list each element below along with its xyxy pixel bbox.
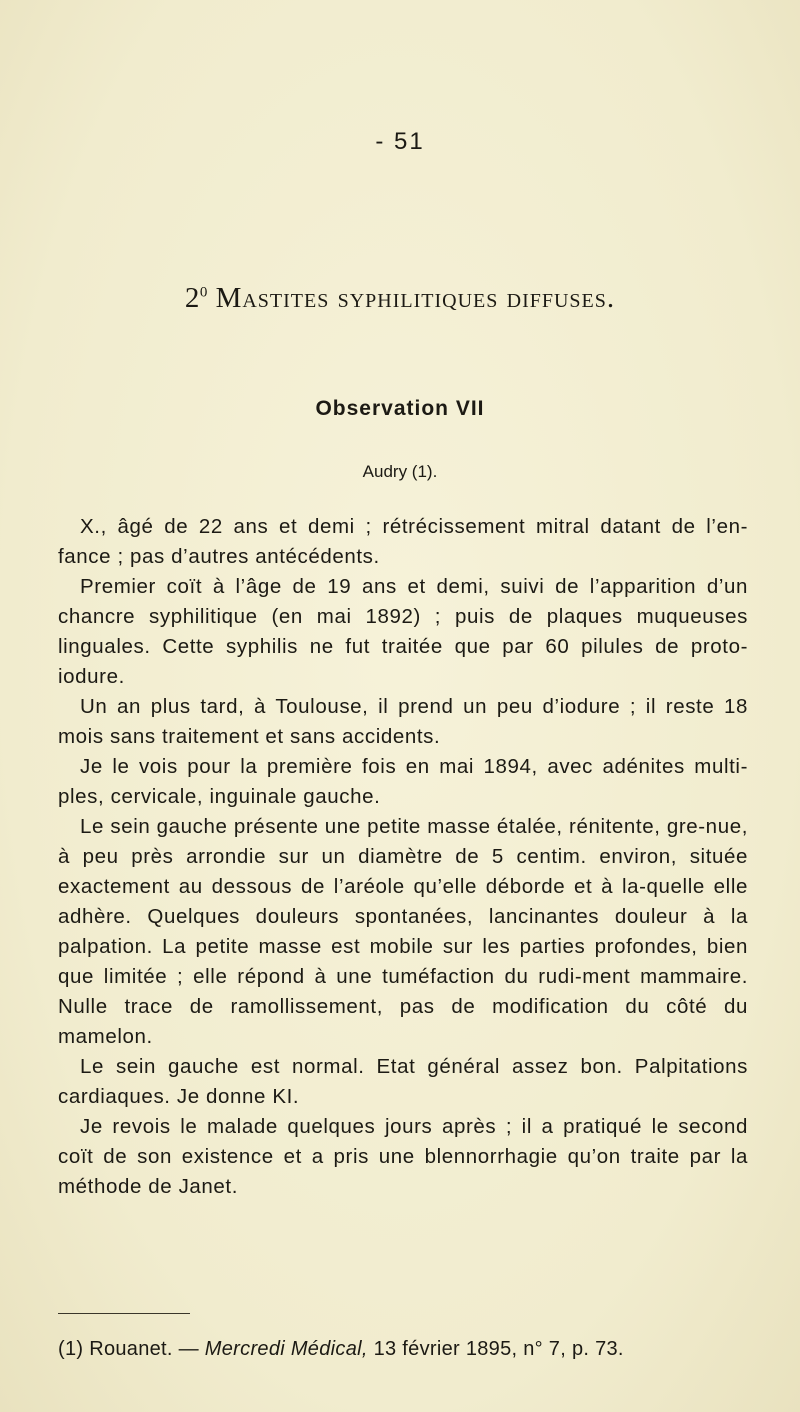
observation-body	[58, 512, 748, 1202]
observation-title: Observation VII	[315, 397, 485, 420]
page-number: - 51	[375, 128, 425, 155]
paragraph: Premier coït à l’âge de 19 ans et demi, suivi de l’apparition d’un chancre syphilitique (en mai 1892) ; puis de plaques muqueuses linguales. Cette syphilis ne fut traitée que par 60 pilules de proto-iodure.	[58, 575, 748, 688]
footnote-marker: (1)	[58, 1338, 84, 1360]
section-number: $2^0$	[184, 282, 208, 314]
footnote-author: Rouanet. —	[89, 1338, 199, 1360]
observation-author: Audry (1).	[362, 462, 438, 481]
paragraph: Je revois le malade quelques jours après ; il a pratiqué le second coït de son existence et a pris une blennorrhagie qu’on traite par la méthode de Janet.	[58, 1115, 748, 1198]
footnote-divider	[58, 1313, 190, 1314]
paragraph: Un an plus tard, à Toulouse, il prend un peu d’iodure ; il reste 18 mois sans traitement et sans accidents.	[58, 695, 748, 748]
footnote-journal: Mercredi Médical,	[204, 1338, 368, 1360]
footnote	[58, 1338, 758, 1361]
paragraph: Je le vois pour la première fois en mai 1894, avec adénites multi-ples, cervicale, inguinale gauche.	[58, 755, 748, 808]
section-heading	[0, 282, 800, 315]
footnote-details: 13 février 1895, n° 7, p. 73.	[373, 1338, 624, 1360]
paragraph: X., âgé de 22 ans et demi ; rétrécissement mitral datant de l’en-fance ; pas d’autres antécédents.	[58, 515, 748, 568]
section-title-text: Mastites syphilitiques diffuses.	[215, 282, 616, 314]
paragraph: Le sein gauche présente une petite masse étalée, rénitente, gre-nue, à peu près arrondie sur un diamètre de 5 centim. environ, située exactement au dessous de l’aréole qu’elle déborde et à la-quelle elle adhère. Quelques douleurs spontanées, lancinantes douleur à la palpation. La petite masse est mobile sur les parties profondes, bien que limitée ; elle répond à une tuméfaction du rudi-ment mammaire. Nulle trace de ramollissement, pas de modification du côté du mamelon.	[58, 815, 748, 1048]
paragraph: Le sein gauche est normal. Etat général assez bon. Palpitations cardiaques. Je donne KI.	[58, 1055, 748, 1108]
